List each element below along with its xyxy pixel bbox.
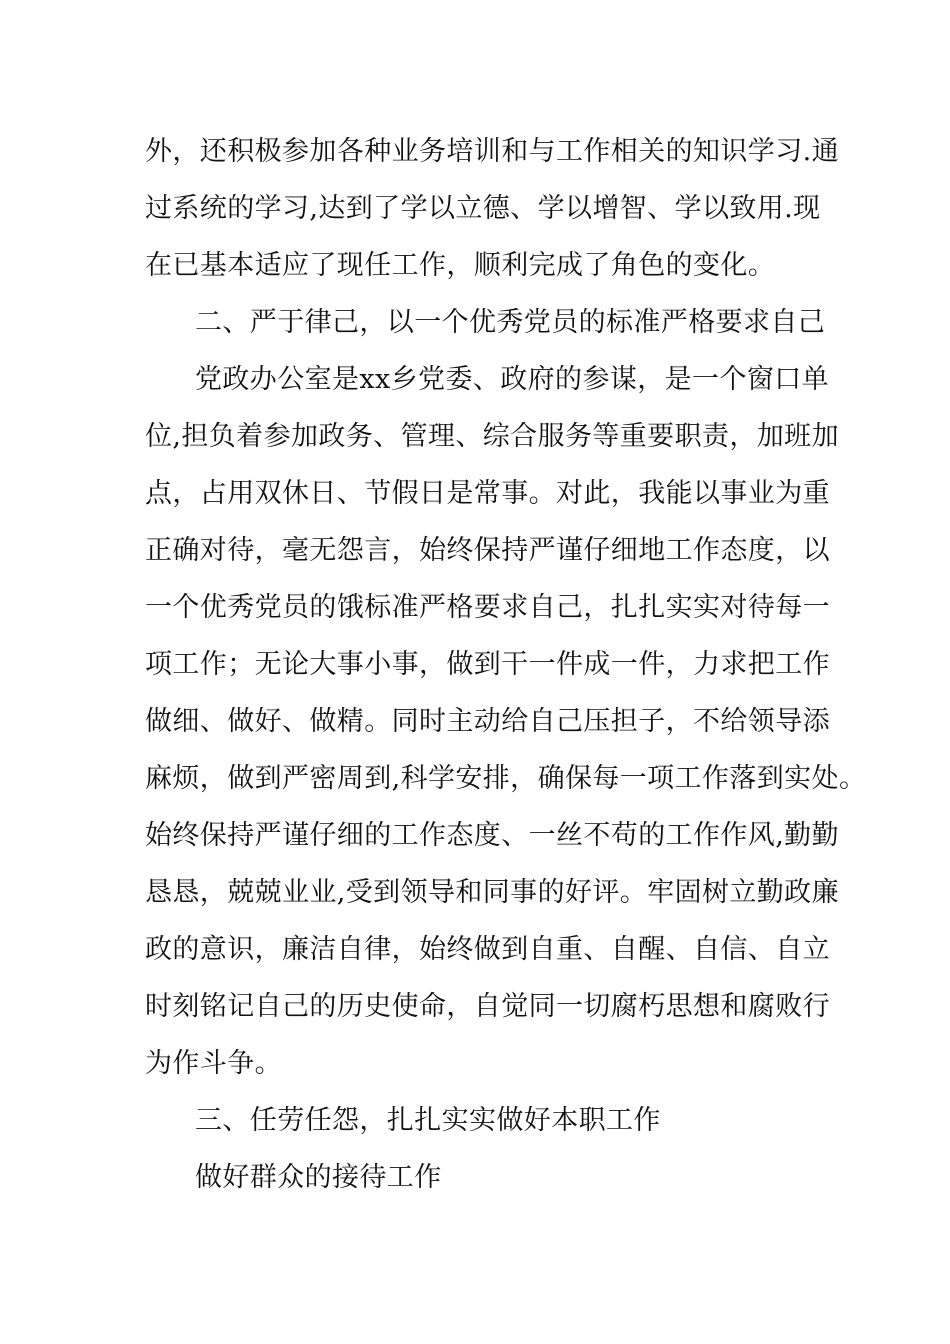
paragraph-line-12: 麻烦，做到严密周到,科学安排，确保每一项工作落到实处。 (145, 763, 867, 794)
paragraph-line-16: 时刻铭记自己的历史使命，自觉同一切腐朽思想和腐败行 (145, 991, 830, 1022)
paragraph-line-6: 位,担负着参加政务、管理、综合服务等重要职责，加班加 (145, 421, 839, 452)
paragraph-line-5: 党政办公室是xx乡党委、政府的参谋，是一个窗口单 (195, 364, 830, 395)
paragraph-line-7: 点，占用双休日、节假日是常事。对此，我能以事业为重 (145, 478, 830, 509)
subsection-heading: 做好群众的接待工作 (195, 1162, 442, 1193)
paragraph-line-17: 为作斗争。 (145, 1048, 282, 1079)
section-heading-3: 三、任劳任怨，扎扎实实做好本职工作 (195, 1105, 661, 1136)
paragraph-line-9: 一个优秀党员的饿标准严格要求自己，扎扎实实对待每一 (145, 592, 830, 623)
paragraph-line-11: 做细、做好、做精。同时主动给自己压担子，不给领导添 (145, 706, 830, 737)
paragraph-line-14: 恳恳，兢兢业业,受到领导和同事的好评。牢固树立勤政廉 (145, 877, 839, 908)
paragraph-line-8: 正确对待，毫无怨言，始终保持严谨仔细地工作态度，以 (145, 535, 830, 566)
paragraph-line-15: 政的意识，廉洁自律，始终做到自重、自醒、自信、自立 (145, 934, 830, 965)
paragraph-line-1: 外，还积极参加各种业务培训和与工作相关的知识学习.通 (145, 136, 839, 167)
paragraph-line-3: 在已基本适应了现任工作，顺利完成了角色的变化。 (145, 250, 776, 281)
paragraph-line-13: 始终保持严谨仔细的工作态度、一丝不苟的工作作风,勤勤 (145, 820, 839, 851)
paragraph-line-2: 过系统的学习,达到了学以立德、学以增智、学以致用.现 (145, 193, 821, 224)
section-heading-2: 二、严于律己，以一个优秀党员的标准严格要求自己 (195, 307, 826, 338)
paragraph-line-10: 项工作；无论大事小事，做到干一件成一件，力求把工作 (145, 649, 830, 680)
